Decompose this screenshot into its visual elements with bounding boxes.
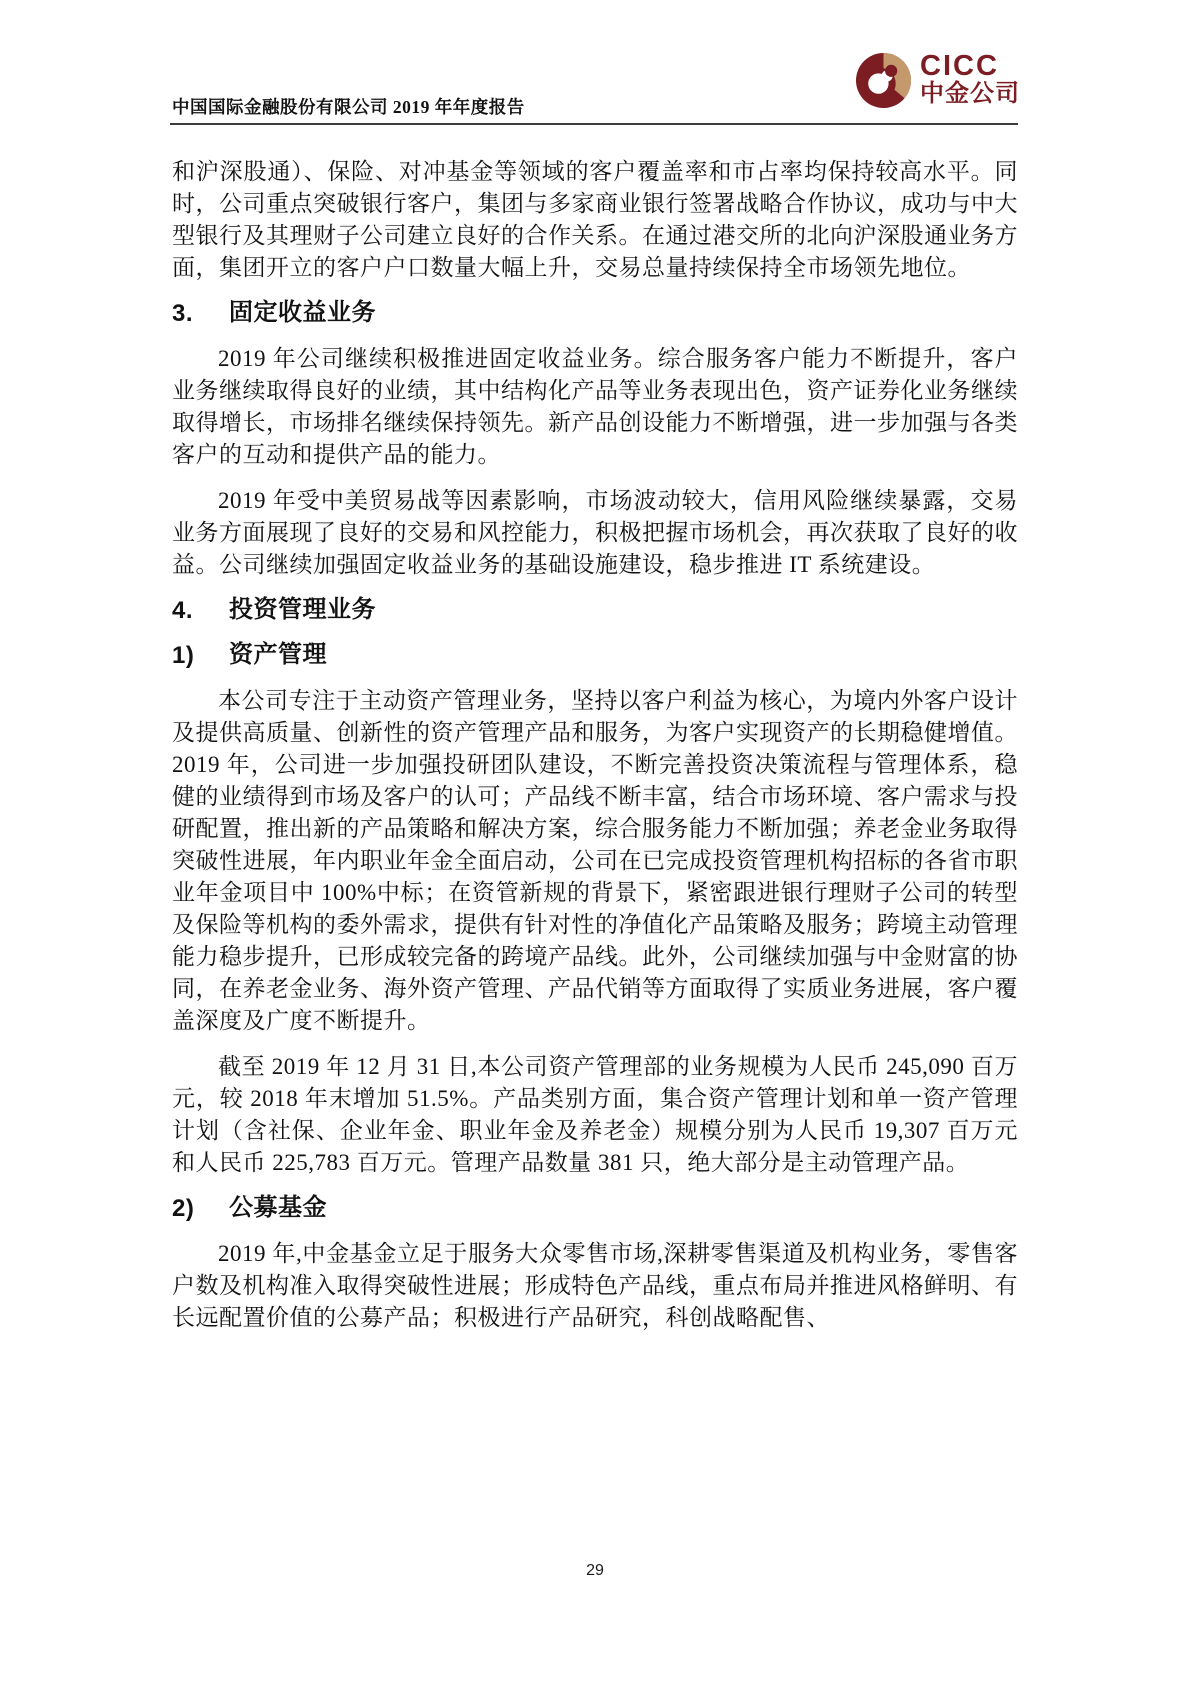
subsection-label: 公募基金	[229, 1195, 327, 1221]
paragraph-overflow-brokerage: 和沪深股通）、保险、对冲基金等领域的客户覆盖率和市占率均保持较高水平。同时，公司重点突破银行客户，集团与多家商业银行签署战略合作协议，成功与中大型银行及其理财子公司建立良好的合作关系。在通过港交所的北向沪深股通业务方面，集团开立的客户户口数量大幅上升，交易总量持续保持全市场领先地位。	[172, 159, 1018, 280]
page-content	[172, 156, 1018, 1348]
paragraph-asset-management-1: 本公司专注于主动资产管理业务，坚持以客户利益为核心，为境内外客户设计及提供高质量、创新性的资产管理产品和服务，为客户实现资产的长期稳健增值。2019 年，公司进一步加强投研团队建设，不断完善投资决策流程与管理体系，稳健的业绩得到市场及客户的认可；产品线不断丰富，结合市场环境、客户需求与投研配置，推出新的产品策略和解决方案，综合服务能力不断加强；养老金业务取得突破性进展，年内职业年金全面启动，公司在已完成投资管理机构招标的各省市职业年金项目中 100%中标；在资管新规的背景下，紧密跟进银行理财子公司的转型及保险等机构的委外需求，提供有针对性的净值化产品策略及服务；跨境主动管理能力稳步提升，已形成较完备的跨境产品线。此外，公司继续加强与中金财富的协同，在养老金业务、海外资产管理、产品代销等方面取得了实质业务进展，客户覆盖深度及广度不断提升。	[172, 688, 1018, 1033]
header-divider	[170, 123, 1018, 125]
section-number: 3.	[172, 300, 194, 327]
cicc-logo	[856, 52, 1020, 108]
logo-latin-text: CICC	[920, 50, 999, 82]
subsection-heading-asset-management	[172, 640, 1018, 671]
cicc-logo-mark-icon	[856, 53, 911, 108]
report-title: 中国国际金融股份有限公司 2019 年年度报告	[172, 97, 525, 117]
paragraph-mutual-funds: 2019 年,中金基金立足于服务大众零售市场,深耕零售渠道及机构业务，零售客户数及机构准入取得突破性进展；形成特色产品线，重点布局并推进风格鲜明、有长远配置价值的公募产品；积极进行产品研究，科创战略配售、	[172, 1241, 1018, 1330]
section-number: 4.	[172, 597, 194, 624]
subsection-number: 2)	[172, 1195, 195, 1222]
paragraph-fixed-income-1: 2019 年公司继续积极推进固定收益业务。综合服务客户能力不断提升，客户业务继续取得良好的业绩，其中结构化产品等业务表现出色，资产证券化业务继续取得增长，市场排名继续保持领先。新产品创设能力不断增强，进一步加强与各类客户的互动和提供产品的能力。	[172, 346, 1018, 467]
subsection-heading-mutual-funds	[172, 1193, 1018, 1224]
paragraph-asset-management-2: 截至 2019 年 12 月 31 日,本公司资产管理部的业务规模为人民币 245,090 百万元，较 2018 年末增加 51.5%。产品类别方面，集合资产管理计划和单一资产管理计划（含社保、企业年金、职业年金及养老金）规模分别为人民币 19,307 百万元和人民币 225,783 百万元。管理产品数量 381 只，绝大部分是主动管理产品。	[172, 1054, 1018, 1175]
logo-chinese-text: 中金公司	[920, 81, 1020, 107]
page-number: 29	[586, 1562, 604, 1579]
section-label: 投资管理业务	[229, 597, 376, 623]
subsection-number: 1)	[172, 642, 195, 669]
section-heading-fixed-income	[172, 298, 1018, 329]
paragraph-fixed-income-2: 2019 年受中美贸易战等因素影响，市场波动较大，信用风险继续暴露，交易业务方面展现了良好的交易和风控能力，积极把握市场机会，再次获取了良好的收益。公司继续加强固定收益业务的基础设施建设，稳步推进 IT 系统建设。	[172, 488, 1018, 577]
subsection-label: 资产管理	[229, 642, 327, 668]
cicc-logo-text	[920, 52, 1020, 108]
section-label: 固定收益业务	[229, 300, 376, 326]
section-heading-investment-management	[172, 595, 1018, 626]
